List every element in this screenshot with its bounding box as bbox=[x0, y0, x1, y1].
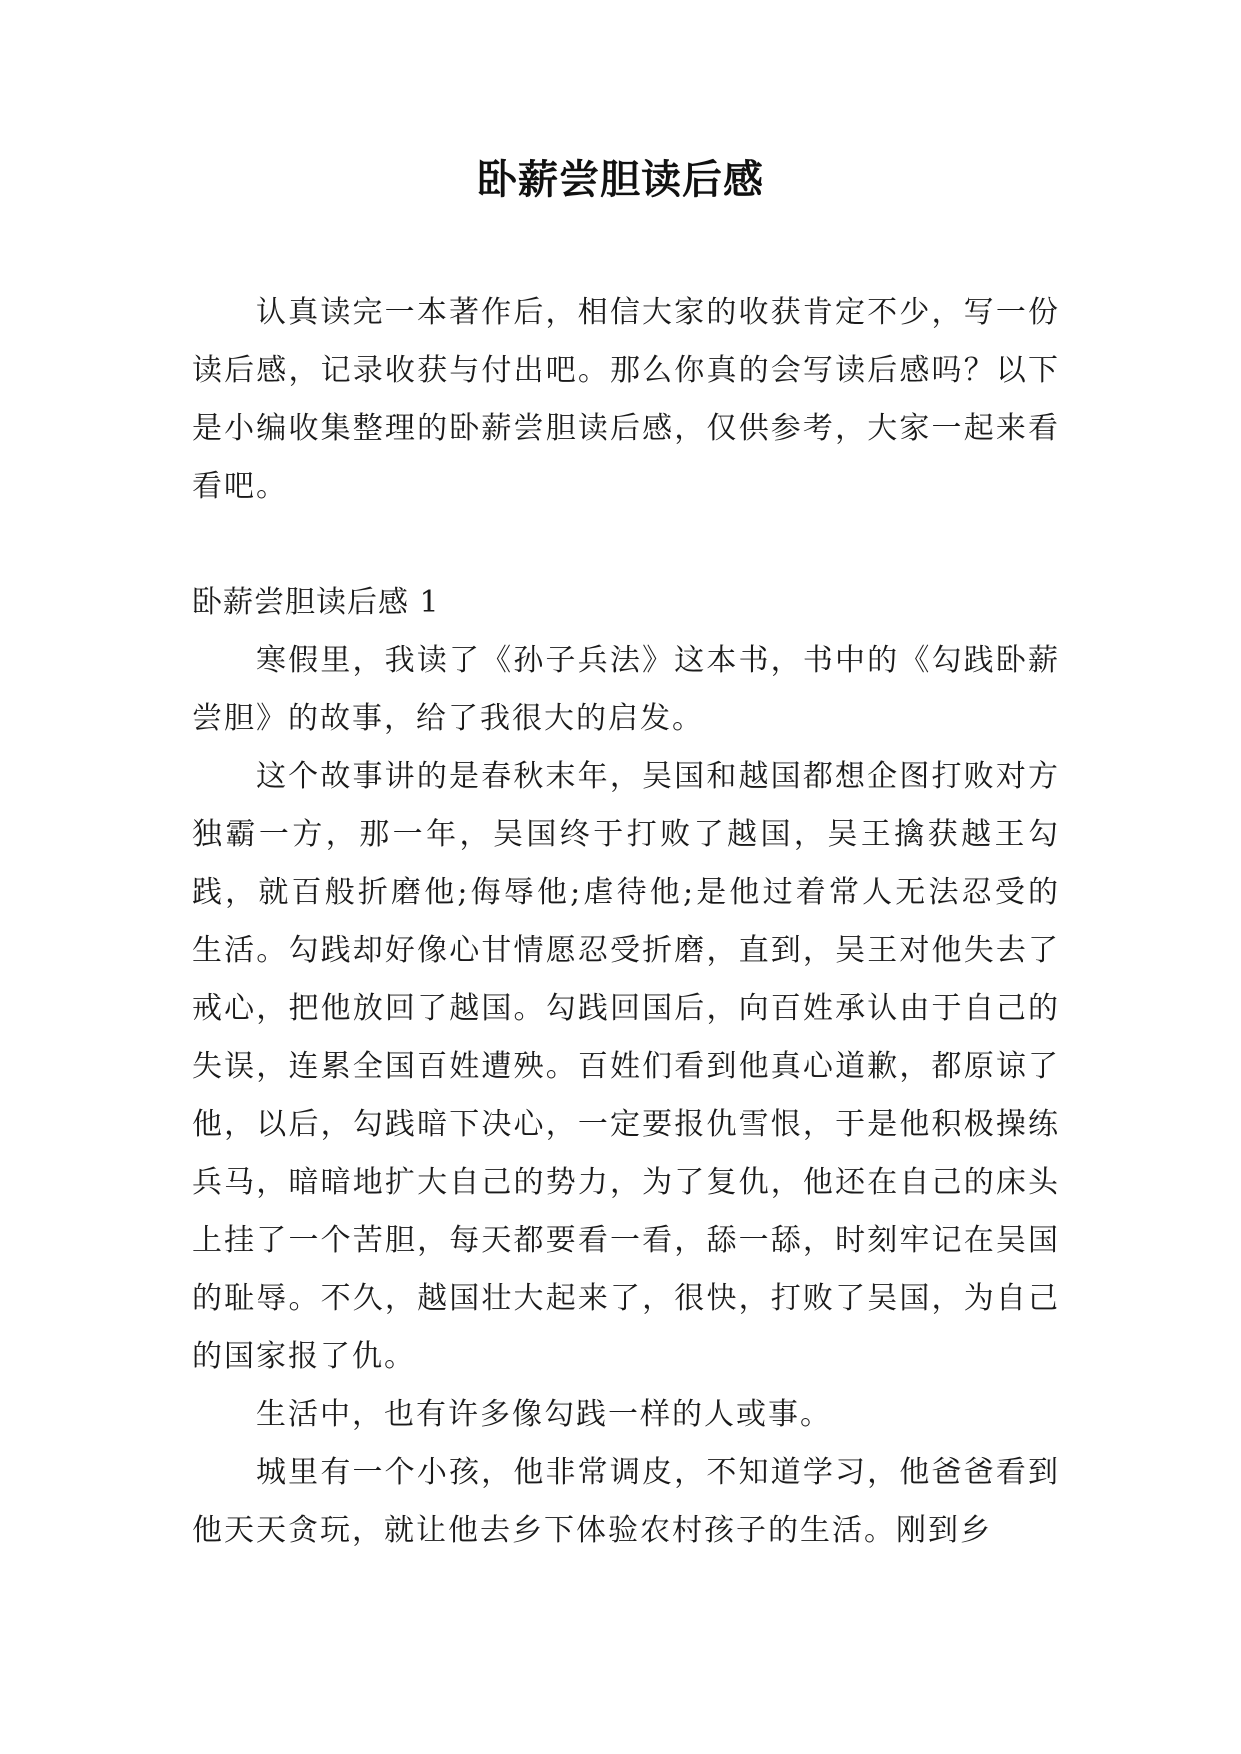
section-heading: 卧薪尝胆读后感 1 bbox=[192, 585, 440, 620]
body-paragraph: 这个故事讲的是春秋末年，吴国和越国都想企图打败对方独霸一方，那一年，吴国终于打败了越国，吴王擒获越王勾践，就百般折磨他;侮辱他;虐待他;是他过着常人无法忍受的生活。勾践却好像心甘情愿忍受折磨，直到，吴王对他失去了戒心，把他放回了越国。勾践回国后，向百姓承认由于自己的失误，连累全国百姓遭殃。百姓们看到他真心道歉，都原谅了他，以后，勾践暗下决心，一定要报仇雪恨，于是他积极操练兵马，暗暗地扩大自己的势力，为了复仇，他还在自己的床头上挂了一个苦胆，每天都要看一看，舔一舔，时刻牢记在吴国的耻辱。不久，越国壮大起来了，很快，打败了吴国，为自己的国家报了仇。 bbox=[192, 759, 1060, 1374]
body-paragraph: 城里有一个小孩，他非常调皮，不知道学习，他爸爸看到他天天贪玩，就让他去乡下体验农村孩子的生活。刚到乡 bbox=[192, 1455, 1060, 1548]
body-paragraph: 寒假里，我读了《孙子兵法》这本书，书中的《勾践卧薪尝胆》的故事，给了我很大的启发。 bbox=[192, 643, 1060, 736]
body-paragraph: 生活中，也有许多像勾践一样的人或事。 bbox=[256, 1397, 832, 1432]
intro-paragraph: 认真读完一本著作后，相信大家的收获肯定不少，写一份读后感，记录收获与付出吧。那么你真的会写读后感吗？以下是小编收集整理的卧薪尝胆读后感，仅供参考，大家一起来看看吧。 bbox=[192, 295, 1060, 504]
page-title: 卧薪尝胆读后感 bbox=[477, 156, 764, 203]
document-body bbox=[192, 284, 1060, 1560]
